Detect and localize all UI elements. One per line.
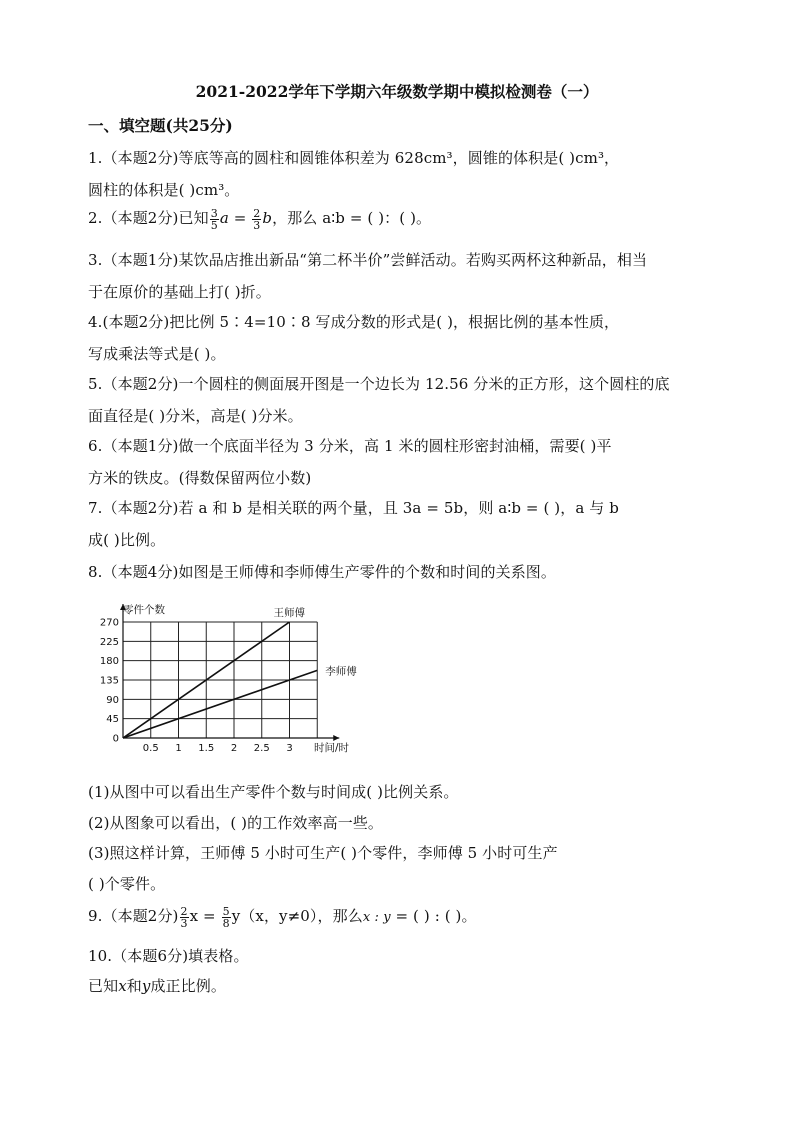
fraction-2-3 — [180, 906, 189, 929]
question-3-line-1: 3.（本题1分)某饮品店推出新品“第二杯半价”尝鲜活动。若购买两杯这种新品，相当 — [88, 251, 648, 269]
question-8-line-1: 8.（本题4分)如图是王师傅和李师傅生产零件的个数和时间的关系图。 — [88, 563, 557, 581]
question-9-condition: （x，y≠0），那么 — [240, 907, 363, 925]
y-tick-label: 0 — [112, 733, 119, 745]
series-label: 王师傅 — [273, 607, 305, 619]
fraction-numerator: 2 — [253, 206, 261, 220]
variable-b: b — [262, 209, 273, 227]
question-1-line-2: 圆柱的体积是( )cm³。 — [88, 181, 240, 199]
question-5-line-1: 5.（本题2分)一个圆柱的侧面展开图是一个边长为 12.56 分米的正方形，这个圆柱的底 — [88, 375, 670, 393]
x-axis-arrow-icon — [333, 735, 339, 741]
question-5-line-2: 面直径是( )分米，高是( )分米。 — [88, 407, 303, 425]
question-4-line-1: 4.(本题2分)把比例 5∶4=10∶8 写成分数的形式是( )，根据比例的基本性质， — [88, 313, 620, 331]
question-1-line-1: 1.（本题2分)等底等高的圆柱和圆锥体积差为 628cm³，圆锥的体积是( )cm³， — [88, 149, 620, 167]
y-tick-label: 225 — [99, 636, 119, 648]
question-10-and: 和 — [126, 977, 142, 995]
question-9-prefix: 9.（本题2分) — [88, 907, 179, 925]
question-6-line-1: 6.（本题1分)做一个底面半径为 3 分米，高 1 米的圆柱形密封油桶，需要( )平 — [88, 437, 612, 455]
x-tick-label: 1.5 — [198, 743, 215, 754]
question-9 — [88, 905, 477, 929]
x-tick-label: 0.5 — [142, 743, 159, 754]
fraction-3-5 — [210, 208, 219, 231]
variable-y: y — [231, 907, 241, 925]
production-chart — [95, 598, 375, 758]
page-title: 2021-2022学年下学期六年级数学期中模拟检测卷（一） — [195, 82, 599, 101]
fraction-numerator: 3 — [210, 206, 218, 220]
fraction-numerator: 5 — [222, 904, 230, 918]
question-8-sub-4: ( )个零件。 — [88, 875, 166, 893]
question-2-prefix: 2.（本题2分)已知 — [88, 209, 209, 227]
question-6-line-2: 方米的铁皮。(得数保留两位小数) — [88, 469, 312, 487]
x-tick-label: 1 — [175, 743, 182, 754]
variable-y: y — [141, 977, 151, 995]
question-2-suffix: ，那么 a∶b = ( )：( )。 — [272, 209, 432, 227]
section-heading: 一、填空题(共25分) — [88, 116, 233, 135]
question-2 — [88, 207, 431, 231]
y-tick-label: 90 — [106, 694, 119, 706]
chart-xlabel: 时间/时 — [314, 742, 350, 754]
question-10-line-1: 10.（本题6分)填表格。 — [88, 947, 249, 965]
equals-sign: = — [198, 907, 221, 925]
y-tick-label: 270 — [99, 617, 119, 629]
fraction-5-8 — [222, 906, 231, 929]
fraction-denominator: 8 — [222, 916, 230, 930]
question-8-sub-1: (1)从图中可以看出生产零件个数与时间成( )比例关系。 — [88, 783, 459, 801]
fraction-numerator: 2 — [180, 904, 188, 918]
x-tick-label: 2 — [230, 743, 238, 754]
fraction-2-3 — [252, 208, 261, 231]
question-7-line-1: 7.（本题2分)若 a 和 b 是相关联的两个量，且 3a = 5b，则 a∶b = ( )，a 与 b — [88, 499, 619, 517]
question-10-known-suffix: 成正比例。 — [150, 977, 226, 995]
fraction-denominator: 5 — [210, 218, 218, 232]
series-label: 李师傅 — [325, 665, 357, 678]
variable-x: x — [118, 977, 127, 995]
question-4-line-2: 写成乘法等式是( )。 — [88, 345, 226, 363]
question-9-ratio: x : y — [362, 910, 391, 925]
variable-x: x — [189, 907, 199, 925]
x-tick-label: 3 — [286, 743, 293, 754]
fraction-denominator: 3 — [180, 916, 188, 930]
question-8-sub-3: (3)照这样计算，王师傅 5 小时可生产( )个零件，李师傅 5 小时可生产 — [88, 844, 558, 862]
chart-axes — [120, 604, 339, 741]
y-tick-label: 180 — [99, 656, 119, 668]
question-9-suffix: = ( ) : ( )。 — [390, 907, 477, 925]
question-7-line-2: 成( )比例。 — [88, 531, 166, 549]
question-10-known-prefix: 已知 — [88, 977, 119, 995]
chart-ylabel: 零件个数 — [123, 604, 165, 616]
y-tick-label: 45 — [106, 714, 119, 726]
fraction-denominator: 3 — [253, 218, 261, 232]
equals-sign: = — [228, 209, 252, 227]
y-tick-label: 135 — [99, 675, 119, 687]
question-10-line-2 — [88, 975, 226, 996]
question-3-line-2: 于在原价的基础上打( )折。 — [88, 283, 271, 301]
question-8-sub-2: (2)从图象可以看出，( )的工作效率高一些。 — [88, 814, 384, 832]
x-tick-label: 2.5 — [253, 743, 270, 754]
variable-a: a — [219, 209, 229, 227]
